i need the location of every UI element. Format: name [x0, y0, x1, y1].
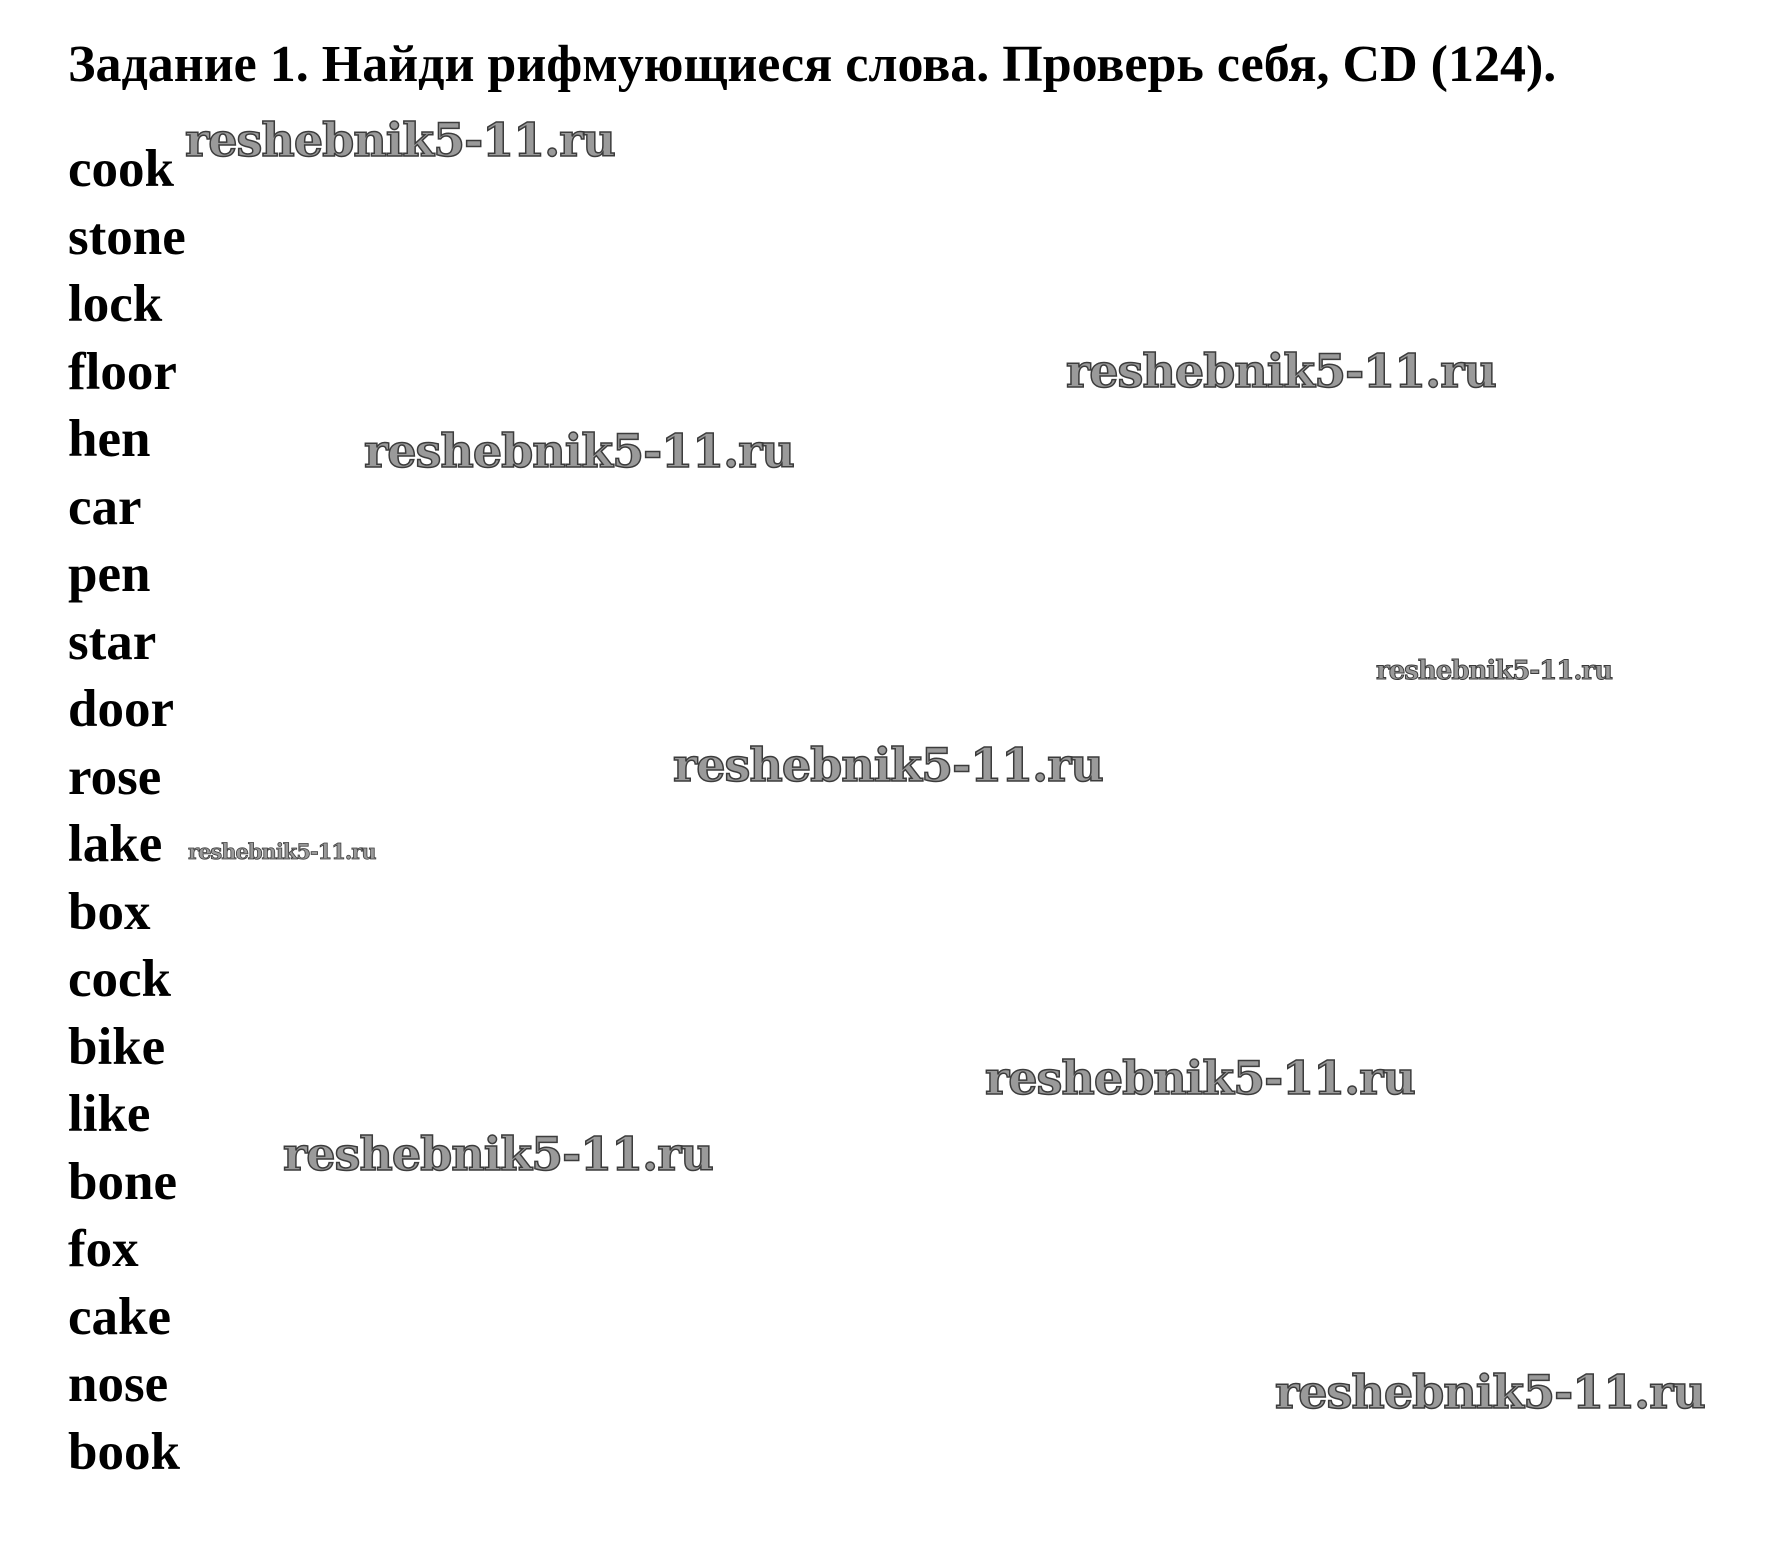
word-item: floor — [68, 342, 177, 401]
word-item: cock — [68, 950, 172, 1008]
task-title: Задание 1. Найди рифмующиеся слова. Проверь себя, CD (124). — [68, 36, 1557, 93]
watermark: reshebnik5-11.ru — [1376, 656, 1613, 686]
watermark: reshebnik5-11.ru — [1275, 1365, 1705, 1419]
word-item: fox — [68, 1220, 139, 1278]
word-item: pen — [68, 545, 151, 603]
word-item: nose — [68, 1355, 169, 1413]
watermark: reshebnik5-11.ru — [1066, 344, 1496, 398]
word-item: lake — [68, 815, 163, 873]
word-item: bike — [68, 1017, 166, 1076]
word-item: car — [68, 477, 142, 536]
word-item: bone — [68, 1152, 177, 1211]
word-list — [68, 136, 186, 1486]
watermark: reshebnik5-11.ru — [364, 424, 794, 478]
word-item: door — [68, 680, 174, 738]
watermark: reshebnik5-11.ru — [188, 839, 376, 864]
word-item: cook — [68, 140, 174, 198]
word-item: rose — [68, 747, 162, 806]
word-item: lock — [68, 275, 163, 333]
word-item: like — [68, 1085, 151, 1143]
watermark: reshebnik5-11.ru — [985, 1051, 1415, 1105]
word-item: box — [68, 882, 151, 941]
word-item: book — [68, 1422, 180, 1481]
watermark: reshebnik5-11.ru — [283, 1127, 713, 1181]
word-item: cake — [68, 1287, 172, 1346]
word-item: stone — [68, 207, 186, 266]
word-item: star — [68, 612, 157, 671]
word-item: hen — [68, 410, 151, 468]
watermark: reshebnik5-11.ru — [673, 738, 1103, 792]
watermark: reshebnik5-11.ru — [185, 113, 615, 167]
